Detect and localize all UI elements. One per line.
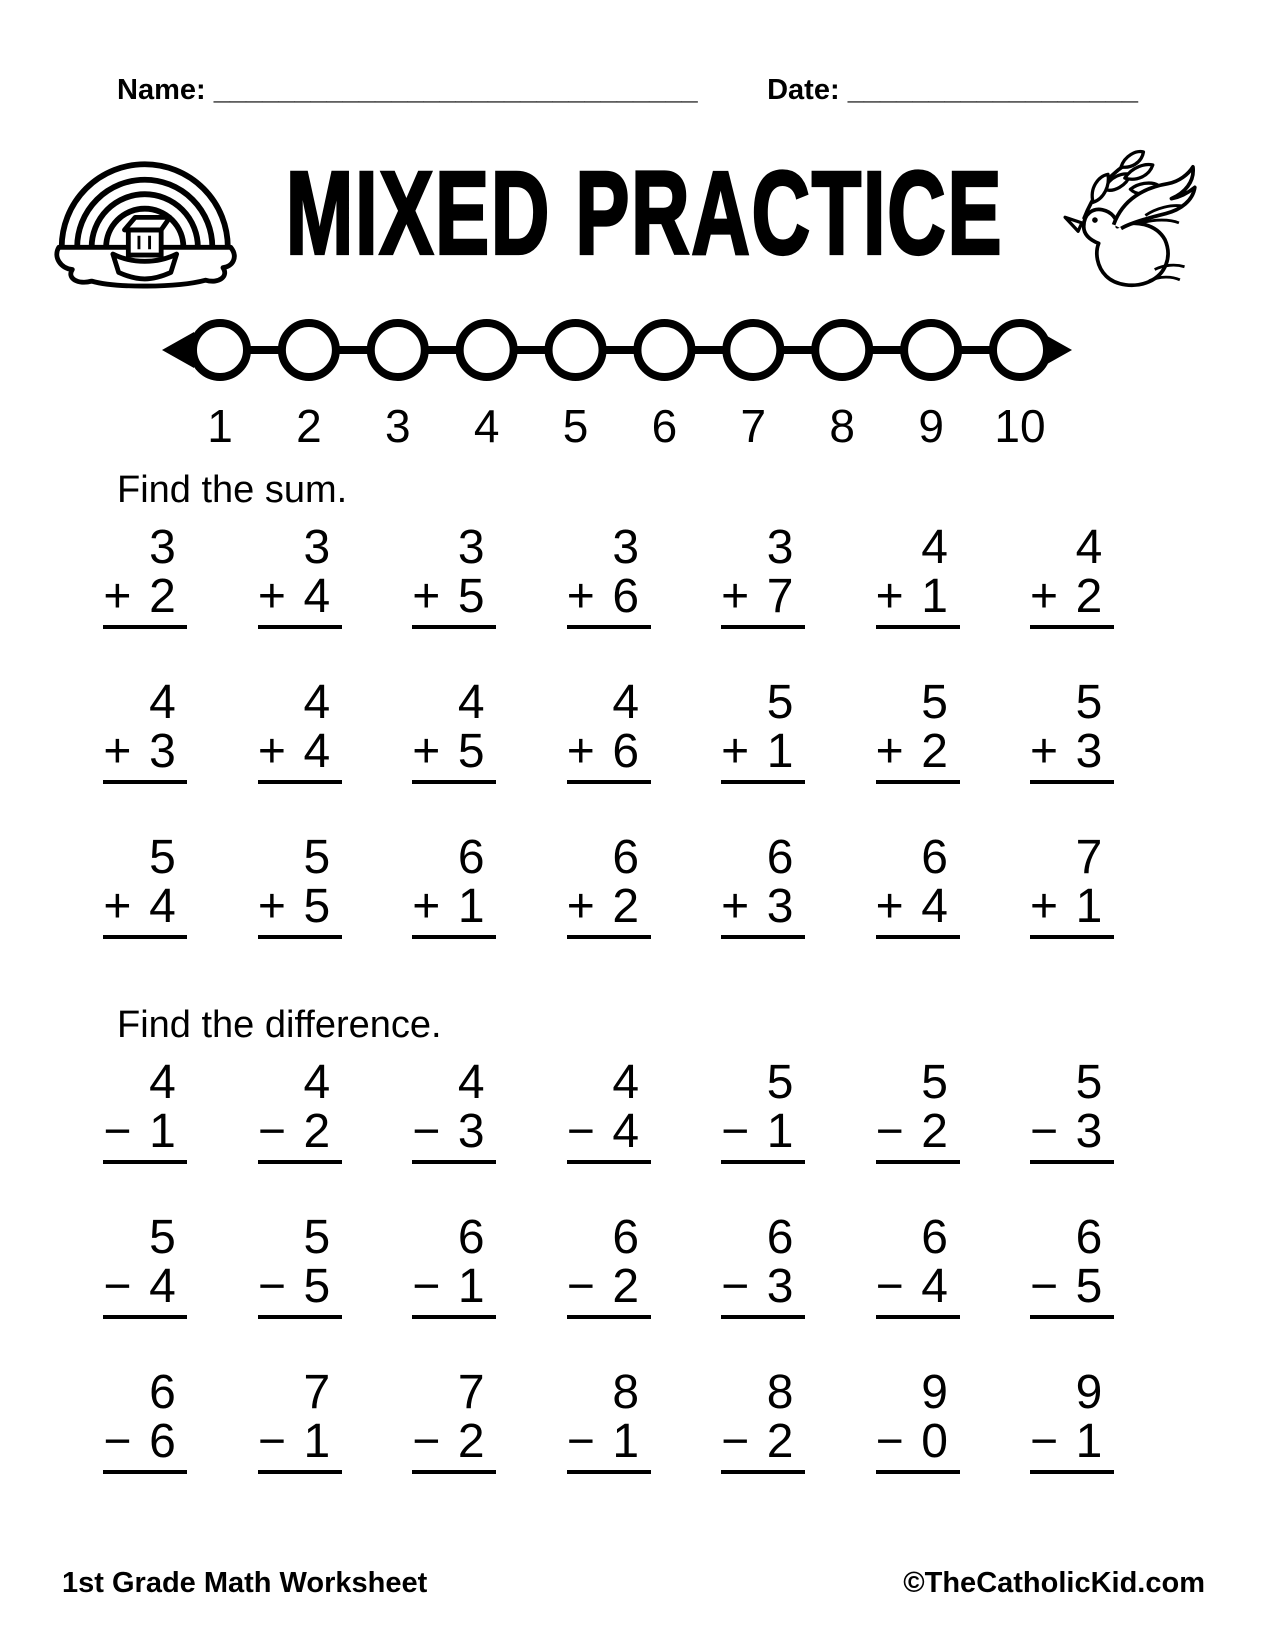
bottom-number: 2 <box>612 1259 640 1313</box>
header <box>117 74 1138 107</box>
bottom-number: 1 <box>457 879 485 933</box>
bottom-number: 1 <box>766 724 794 778</box>
math-problem <box>412 675 496 784</box>
number-line-label: 2 <box>296 400 322 452</box>
answer-line <box>412 1259 496 1319</box>
sum-instruction: Find the sum. <box>117 469 348 511</box>
top-number: 6 <box>457 1210 485 1264</box>
top-number: 3 <box>303 520 331 574</box>
top-number: 9 <box>921 1365 948 1419</box>
answer-line <box>721 724 805 784</box>
number-line-point <box>549 323 603 377</box>
operator-sign: + <box>103 879 132 933</box>
operator-sign: + <box>875 879 904 933</box>
bottom-number: 5 <box>457 724 485 778</box>
operator-sign: − <box>875 1259 904 1313</box>
bottom-number: 4 <box>149 1259 176 1313</box>
answer-line <box>875 879 960 939</box>
math-problem <box>566 1055 651 1164</box>
operator-sign: + <box>875 724 904 778</box>
number-line-label: 1 <box>207 400 233 452</box>
footer-left-text: 1st Grade Math Worksheet <box>62 1567 428 1599</box>
math-problem <box>412 1055 496 1164</box>
bottom-number: 6 <box>612 724 640 778</box>
number-line-labels <box>162 400 1072 459</box>
math-problem <box>721 1365 805 1474</box>
problems-grid <box>0 1049 1275 1474</box>
bottom-number: 2 <box>1075 569 1103 623</box>
answer-line <box>566 569 651 629</box>
math-problem <box>1030 1055 1114 1164</box>
bottom-number: 3 <box>457 1104 485 1158</box>
math-problem <box>721 675 805 784</box>
answer-line <box>566 1259 651 1319</box>
answer-line <box>1030 569 1114 629</box>
answer-line <box>875 724 960 784</box>
answer-line <box>257 1259 342 1319</box>
operator-sign: + <box>1030 879 1059 933</box>
number-line <box>162 314 1072 459</box>
bottom-number: 3 <box>1075 1104 1103 1158</box>
operator-sign: − <box>721 1259 750 1313</box>
operator-sign: + <box>1030 724 1059 778</box>
math-problem <box>1030 675 1114 784</box>
operator-sign: − <box>875 1104 904 1158</box>
bottom-number: 3 <box>766 879 794 933</box>
top-number: 7 <box>457 1365 485 1419</box>
operator-sign: + <box>1030 569 1059 623</box>
answer-line <box>1030 1259 1114 1319</box>
number-line-label: 10 <box>994 400 1046 452</box>
operator-sign: + <box>103 569 132 623</box>
math-problem <box>257 520 342 629</box>
bottom-number: 2 <box>303 1104 331 1158</box>
number-line-label: 3 <box>384 400 411 452</box>
bottom-number: 1 <box>457 1259 485 1313</box>
math-problem <box>412 830 496 939</box>
name-blank-line: ______________________________ <box>213 74 698 106</box>
operator-sign: − <box>103 1104 132 1158</box>
bottom-number: 0 <box>921 1414 948 1468</box>
math-problem <box>257 1210 342 1319</box>
top-number: 4 <box>921 520 948 574</box>
top-number: 5 <box>1075 675 1103 729</box>
top-number: 3 <box>149 520 176 574</box>
page-title-wrap <box>237 148 1052 279</box>
math-problem <box>566 520 651 629</box>
math-problem <box>566 675 651 784</box>
bottom-number: 3 <box>149 724 176 778</box>
operator-sign: + <box>566 569 595 623</box>
top-number: 5 <box>303 830 331 884</box>
top-number: 5 <box>766 675 794 729</box>
top-number: 6 <box>149 1365 176 1419</box>
answer-line <box>1030 879 1114 939</box>
name-field <box>117 74 698 107</box>
operator-sign: − <box>566 1414 595 1468</box>
math-problem <box>875 520 960 629</box>
top-number: 6 <box>921 1210 948 1264</box>
bottom-number: 3 <box>1075 724 1103 778</box>
number-line-point <box>904 323 958 377</box>
math-problem <box>103 520 187 629</box>
math-problem <box>566 1365 651 1474</box>
math-problem <box>875 1365 960 1474</box>
bottom-number: 1 <box>1075 1414 1103 1468</box>
dove-olive-branch-icon <box>1052 139 1201 289</box>
math-problem <box>257 830 342 939</box>
answer-line <box>412 724 496 784</box>
answer-line <box>103 569 187 629</box>
answer-line <box>875 1259 960 1319</box>
answer-line <box>566 1414 651 1474</box>
top-number: 9 <box>1075 1365 1103 1419</box>
number-line-point <box>371 323 425 377</box>
top-number: 6 <box>612 830 640 884</box>
bottom-number: 5 <box>303 1259 331 1313</box>
operator-sign: − <box>721 1414 750 1468</box>
answer-line <box>412 569 496 629</box>
answer-line <box>257 724 342 784</box>
bottom-number: 4 <box>612 1104 640 1158</box>
top-number: 8 <box>766 1365 794 1419</box>
answer-line <box>257 569 342 629</box>
number-line-label: 7 <box>740 400 767 452</box>
bottom-number: 1 <box>303 1414 331 1468</box>
math-problem <box>257 1365 342 1474</box>
top-number: 6 <box>921 830 948 884</box>
name-label: Name: <box>117 74 206 106</box>
date-field <box>767 74 1138 107</box>
math-problem <box>875 1210 960 1319</box>
math-problem <box>721 830 805 939</box>
operator-sign: + <box>257 879 286 933</box>
math-problem <box>875 1055 960 1164</box>
number-line-label: 9 <box>918 400 944 452</box>
operator-sign: − <box>412 1414 441 1468</box>
bottom-number: 5 <box>303 879 331 933</box>
number-line-label: 4 <box>473 400 500 452</box>
top-number: 3 <box>766 520 794 574</box>
answer-line <box>875 1104 960 1164</box>
bottom-number: 6 <box>149 1414 176 1468</box>
top-number: 4 <box>1075 520 1103 574</box>
difference-instruction: Find the difference. <box>117 1004 442 1046</box>
math-problem <box>412 1210 496 1319</box>
answer-line <box>721 1259 805 1319</box>
bottom-number: 2 <box>457 1414 485 1468</box>
footer-right-text: ©TheCatholicKid.com <box>903 1567 1205 1599</box>
number-line-label: 5 <box>562 400 589 452</box>
math-problem <box>566 1210 651 1319</box>
math-problem <box>566 830 651 939</box>
math-problem <box>875 830 960 939</box>
top-number: 4 <box>149 675 176 729</box>
answer-line <box>875 569 960 629</box>
operator-sign: − <box>1030 1414 1059 1468</box>
operator-sign: − <box>257 1104 286 1158</box>
math-problem <box>721 1210 805 1319</box>
operator-sign: + <box>412 879 441 933</box>
top-number: 6 <box>457 830 485 884</box>
operator-sign: − <box>1030 1104 1059 1158</box>
bottom-number: 4 <box>303 569 331 623</box>
footer <box>62 1567 1205 1600</box>
bottom-number: 4 <box>149 879 176 933</box>
answer-line <box>721 879 805 939</box>
answer-line <box>721 1414 805 1474</box>
operator-sign: + <box>103 724 132 778</box>
noahs-ark-rainbow-icon <box>53 138 237 290</box>
bottom-number: 2 <box>921 724 948 778</box>
operator-sign: + <box>257 724 286 778</box>
top-number: 5 <box>149 830 176 884</box>
title-band <box>53 138 1201 290</box>
difference-section <box>0 1003 1275 1474</box>
answer-line <box>103 879 187 939</box>
operator-sign: − <box>566 1104 595 1158</box>
operator-sign: + <box>412 569 441 623</box>
top-number: 4 <box>303 675 331 729</box>
number-line-point <box>193 323 247 377</box>
answer-line <box>103 724 187 784</box>
bottom-number: 4 <box>921 879 948 933</box>
top-number: 5 <box>303 1210 331 1264</box>
number-line-label: 6 <box>651 400 678 452</box>
top-number: 7 <box>303 1365 331 1419</box>
answer-line <box>566 879 651 939</box>
number-line-point <box>637 323 691 377</box>
answer-line <box>875 1414 960 1474</box>
number-line-point <box>460 323 514 377</box>
top-number: 6 <box>766 830 794 884</box>
answer-line <box>412 1104 496 1164</box>
operator-sign: + <box>875 569 904 623</box>
operator-sign: − <box>257 1259 286 1313</box>
bottom-number: 5 <box>1075 1259 1103 1313</box>
math-problem <box>1030 520 1114 629</box>
operator-sign: − <box>566 1259 595 1313</box>
math-problem <box>721 520 805 629</box>
math-problem <box>412 1365 496 1474</box>
top-number: 4 <box>457 1055 485 1109</box>
bottom-number: 4 <box>921 1259 948 1313</box>
answer-line <box>103 1259 187 1319</box>
operator-sign: + <box>412 724 441 778</box>
number-line-label: 8 <box>829 400 856 452</box>
number-line-point <box>282 323 336 377</box>
operator-sign: + <box>721 879 750 933</box>
operator-sign: − <box>257 1414 286 1468</box>
bottom-number: 1 <box>612 1414 640 1468</box>
math-problem <box>1030 1210 1114 1319</box>
top-number: 4 <box>149 1055 176 1109</box>
operator-sign: − <box>412 1259 441 1313</box>
math-problem <box>1030 830 1114 939</box>
math-problem <box>412 520 496 629</box>
bottom-number: 2 <box>766 1414 794 1468</box>
answer-line <box>103 1104 187 1164</box>
top-number: 6 <box>612 1210 640 1264</box>
math-problem <box>257 1055 342 1164</box>
top-number: 7 <box>1075 830 1103 884</box>
answer-line <box>566 1104 651 1164</box>
answer-line <box>412 1414 496 1474</box>
date-blank-line: __________________ <box>847 74 1138 106</box>
page-title: MIXED PRACTICE <box>285 148 1003 279</box>
math-problem <box>1030 1365 1114 1474</box>
top-number: 5 <box>149 1210 176 1264</box>
answer-line <box>1030 1414 1114 1474</box>
bottom-number: 7 <box>766 569 794 623</box>
math-problem <box>103 830 187 939</box>
top-number: 3 <box>612 520 640 574</box>
bottom-number: 2 <box>149 569 176 623</box>
math-problem <box>103 675 187 784</box>
sum-section <box>0 468 1275 939</box>
date-label: Date: <box>767 74 840 106</box>
operator-sign: + <box>721 724 750 778</box>
answer-line <box>257 1104 342 1164</box>
bottom-number: 2 <box>612 879 640 933</box>
number-line-point <box>993 323 1047 377</box>
operator-sign: − <box>875 1414 904 1468</box>
top-number: 4 <box>612 1055 640 1109</box>
problems-grid <box>0 514 1275 939</box>
operator-sign: − <box>103 1414 132 1468</box>
answer-line <box>1030 1104 1114 1164</box>
bottom-number: 1 <box>766 1104 794 1158</box>
top-number: 3 <box>457 520 485 574</box>
number-line-point <box>815 323 869 377</box>
math-problem <box>103 1365 187 1474</box>
operator-sign: + <box>257 569 286 623</box>
operator-sign: − <box>1030 1259 1059 1313</box>
bottom-number: 3 <box>766 1259 794 1313</box>
top-number: 5 <box>1075 1055 1103 1109</box>
top-number: 4 <box>303 1055 331 1109</box>
top-number: 5 <box>921 675 948 729</box>
bottom-number: 1 <box>149 1104 176 1158</box>
bottom-number: 2 <box>921 1104 948 1158</box>
bottom-number: 4 <box>303 724 331 778</box>
answer-line <box>412 879 496 939</box>
top-number: 4 <box>612 675 640 729</box>
answer-line <box>257 879 342 939</box>
operator-sign: + <box>566 724 595 778</box>
answer-line <box>721 1104 805 1164</box>
top-number: 5 <box>921 1055 948 1109</box>
bottom-number: 1 <box>1075 879 1103 933</box>
bottom-number: 1 <box>921 569 948 623</box>
top-number: 6 <box>1075 1210 1103 1264</box>
math-problem <box>103 1055 187 1164</box>
math-problem <box>721 1055 805 1164</box>
top-number: 6 <box>766 1210 794 1264</box>
answer-line <box>257 1414 342 1474</box>
math-problem <box>257 675 342 784</box>
answer-line <box>566 724 651 784</box>
number-line-point <box>726 323 780 377</box>
bottom-number: 5 <box>457 569 485 623</box>
math-problem <box>103 1210 187 1319</box>
bottom-number: 6 <box>612 569 640 623</box>
math-problem <box>875 675 960 784</box>
top-number: 5 <box>766 1055 794 1109</box>
number-line-graphic <box>162 314 1072 386</box>
top-number: 8 <box>612 1365 640 1419</box>
answer-line <box>721 569 805 629</box>
operator-sign: − <box>721 1104 750 1158</box>
top-number: 4 <box>457 675 485 729</box>
operator-sign: + <box>721 569 750 623</box>
answer-line <box>1030 724 1114 784</box>
operator-sign: + <box>566 879 595 933</box>
answer-line <box>103 1414 187 1474</box>
operator-sign: − <box>412 1104 441 1158</box>
operator-sign: − <box>103 1259 132 1313</box>
